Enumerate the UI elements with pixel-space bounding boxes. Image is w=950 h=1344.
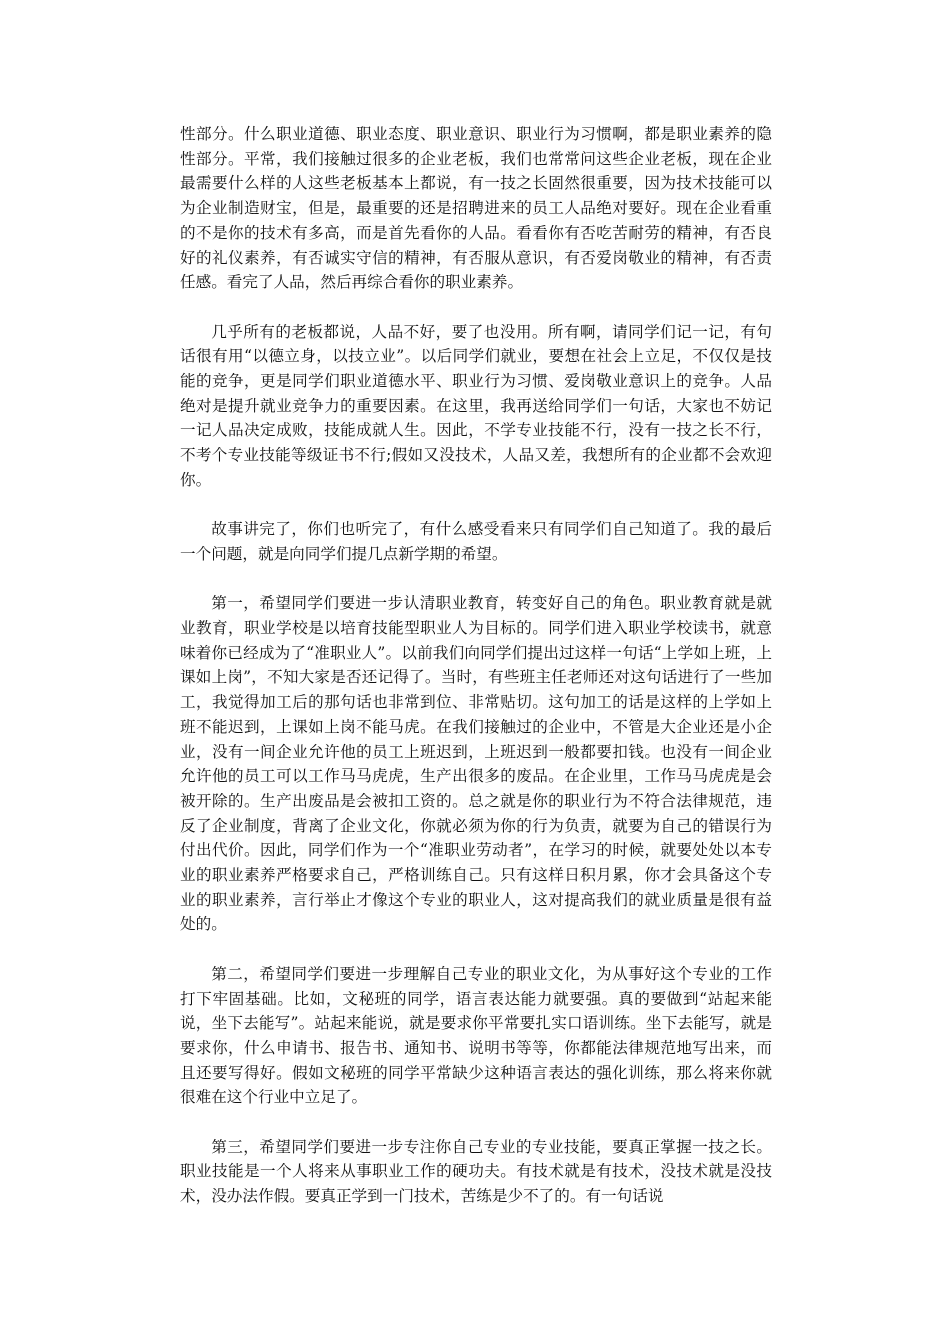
document-body — [180, 122, 772, 1209]
paragraph-character-first: 几乎所有的老板都说，人品不好，要了也没用。所有啊，请同学们记一记，有句话很有用“以德立身，以技立业”。以后同学们就业，要想在社会上立足，不仅仅是技能的竞争，更是同学们职业道德水平、职业行为习惯、爱岗敬业意识上的竞争。人品绝对是提升就业竞争力的重要因素。在这里，我再送给同学们一句话，大家也不妨记一记人品决定成败，技能成就人生。因此，不学专业技能不行，没有一技之长不行，不考个专业技能等级证书不行;假如又没技术，人品又差，我想所有的企业都不会欢迎你。 — [180, 322, 772, 489]
paragraph-story-end: 故事讲完了，你们也听完了，有什么感受看来只有同学们自己知道了。我的最后一个问题，就是向同学们提几点新学期的希望。 — [180, 520, 772, 563]
paragraph-hope-third: 第三，希望同学们要进一步专注你自己专业的专业技能，要真正掌握一技之长。职业技能是一个人将来从事职业工作的硬功夫。有技术就是有技术，没技术就是没技术，没办法作假。要真正学到一门技术，苦练是少不了的。有一句话说 — [180, 1137, 772, 1206]
paragraph-hope-second: 第二，希望同学们要进一步理解自己专业的职业文化，为从事好这个专业的工作打下牢固基础。比如，文秘班的同学，语言表达能力就要强。真的要做到“站起来能说，坐下去能写”。站起来能说，就是要求你平常要扎实口语训练。坐下去能写，就是要求你，什么申请书、报告书、通知书、说明书等等，你都能法律规范地写出来，而且还要写得好。假如文秘班的同学平常缺少这种语言表达的强化训练，那么将来你就很难在这个行业中立足了。 — [180, 964, 772, 1107]
paragraph-hope-first: 第一，希望同学们要进一步认清职业教育，转变好自己的角色。职业教育就是就业教育，职业学校是以培育技能型职业人为目标的。同学们进入职业学校读书，就意味着你已经成为了“准职业人”。以前我们向同学们提出过这样一句话“上学如上班，上课如上岗”，不知大家是否还记得了。当时，有些班主任老师还对这句话进行了一些加工，我觉得加工后的那句话也非常到位、非常贴切。这句加工的话是这样的上学如上班不能迟到，上课如上岗不能马虎。在我们接触过的企业中，不管是大企业还是小企业，没有一间企业允许他的员工上班迟到，上班迟到一般都要扣钱。也没有一间企业允许他的员工可以工作马马虎虎，生产出很多的废品。在企业里，工作马马虎虎是会被开除的。生产出废品是会被扣工资的。总之就是你的职业行为不符合法律规范，违反了企业制度，背离了企业文化，你就必须为你的行为负责，就要为自己的错误行为付出代价。因此，同学们作为一个“准职业劳动者”，在学习的时候，就要处处以本专业的职业素养严格要求自己，严格训练自己。只有这样日积月累，你才会具备这个专业的职业素养，言行举止才像这个专业的职业人，这对提高我们的就业质量是很有益处的。 — [180, 594, 772, 934]
paragraph-continuation: 性部分。什么职业道德、职业态度、职业意识、职业行为习惯啊，都是职业素养的隐性部分。平常，我们接触过很多的企业老板，我们也常常问这些企业老板，现在企业最需要什么样的人这些老板基本上都说，有一技之长固然很重要，因为技术技能可以为企业制造财宝，但是，最重要的还是招聘进来的员工人品绝对要好。现在企业看重的不是你的技术有多高，而是首先看你的人品。看看你有否吃苦耐劳的精神，有否良好的礼仪素养，有否诚实守信的精神，有否服从意识，有否爱岗敬业的精神，有否责任感。看完了人品，然后再综合看你的职业素养。 — [180, 125, 772, 292]
